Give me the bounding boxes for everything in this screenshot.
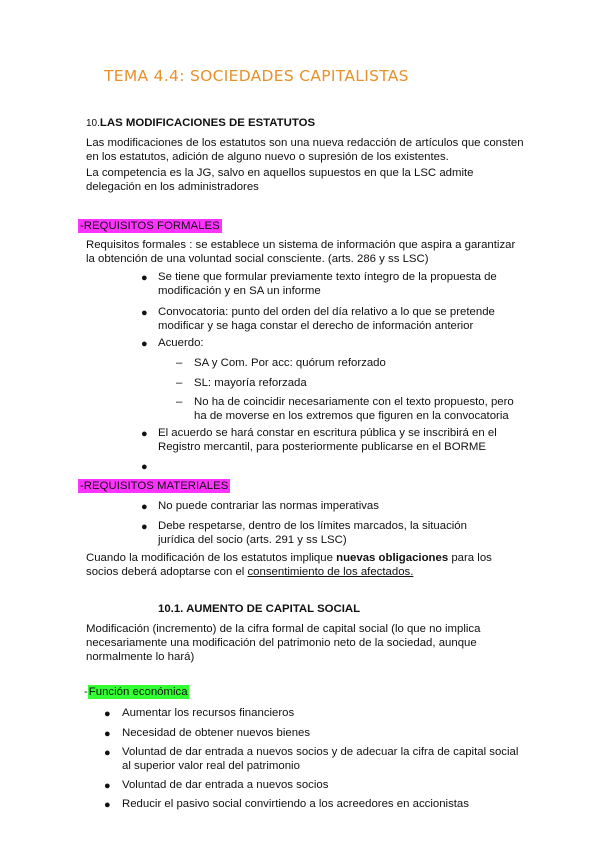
- list-item: Necesidad de obtener nuevos bienes: [122, 727, 311, 739]
- highlight-green: Función económica: [88, 686, 188, 698]
- list-item: No puede contrariar las normas imperativas: [158, 500, 379, 512]
- bullet-icon: ●: [141, 272, 148, 284]
- bullet-icon: ●: [141, 461, 148, 473]
- sub-list-item: SL: mayoría reforzada: [194, 377, 307, 389]
- underlined-text: consentimiento de los afectados.: [247, 566, 414, 578]
- text: Cuando la modificación de los estatutos implique: [86, 552, 337, 564]
- section-10-heading: [86, 116, 315, 131]
- bullet-icon: ●: [141, 521, 148, 533]
- section-title: LAS MODIFICACIONES DE ESTATUTOS: [99, 117, 316, 129]
- dash-icon: –: [176, 357, 183, 369]
- section-10-1-heading: 10.1. AUMENTO DE CAPITAL SOCIAL: [158, 603, 361, 615]
- list-item: Convocatoria: punto del orden del día relativo a lo que se pretende modificar y se haga constar el derecho de información anterior: [158, 306, 495, 332]
- list-item: Reducir el pasivo social convirtiendo a los acreedores en accionistas: [122, 798, 469, 810]
- text: para los socios deberá adoptarse con el: [86, 552, 492, 578]
- bullet-icon: ●: [141, 338, 148, 350]
- bullet-icon: ●: [104, 799, 111, 811]
- bold-text: nuevas obligaciones: [336, 552, 449, 564]
- bullet-icon: ●: [141, 307, 148, 319]
- list-item: Voluntad de dar entrada a nuevos socios y de adecuar la cifra de capital social al superior valor real del patrimonio: [122, 746, 519, 772]
- bullet-icon: ●: [141, 428, 148, 440]
- sub-list-item: SA y Com. Por acc: quórum reforzado: [194, 357, 386, 369]
- bullet-icon: ●: [104, 708, 111, 720]
- label-requisitos-formales: [78, 219, 222, 233]
- bullet-icon: ●: [104, 728, 111, 740]
- list-item: Debe respetarse, dentro de los límites marcados, la situación jurídica del socio (arts. 291 y ss LSC): [158, 520, 467, 546]
- paragraph-requisitos-formales: Requisitos formales : se establece un sistema de información que aspira a garantizar la obtención de una voluntad social consciente. (arts. 286 y ss LSC): [86, 239, 516, 265]
- paragraph-modificaciones: Las modificaciones de los estatutos son una nueva redacción de artículos que consten en los estatutos, adición de alguno nuevo o supresión de los existentes.: [86, 137, 524, 163]
- dash-text: -: [84, 686, 88, 698]
- label-funcion-economica: [84, 685, 189, 699]
- list-item: Voluntad de dar entrada a nuevos socios: [122, 779, 329, 791]
- paragraph-aumento: Modificación (incremento) de la cifra formal de capital social (lo que no implica necesariamente una modificación del patrimonio neto de la sociedad, aunque normalmente lo hará): [86, 623, 481, 663]
- list-item: Aumentar los recursos financieros: [122, 707, 295, 719]
- sub-list-item: No ha de coincidir necesariamente con el texto propuesto, pero ha de moverse en los extremos que figuren en la convocatoria: [194, 396, 514, 422]
- bullet-icon: ●: [141, 501, 148, 513]
- list-item: Se tiene que formular previamente texto íntegro de la propuesta de modificación y en SA un informe: [158, 271, 497, 297]
- list-item: El acuerdo se hará constar en escritura pública y se inscribirá en el Registro mercantil, para posteriormente publicarse en el BORME: [158, 427, 497, 453]
- dash-icon: –: [176, 377, 183, 389]
- dash-icon: –: [176, 396, 183, 408]
- label-requisitos-materiales: [78, 479, 230, 493]
- bullet-icon: ●: [104, 780, 111, 792]
- highlight-magenta: -REQUISITOS MATERIALES: [80, 480, 229, 492]
- paragraph-nuevas-obligaciones: [86, 551, 496, 579]
- paragraph-competencia: La competencia es la JG, salvo en aquellos supuestos en que la LSC admite delegación en los administradores: [86, 167, 474, 193]
- page-title: TEMA 4.4: SOCIEDADES CAPITALISTAS: [104, 67, 409, 85]
- section-number: 10.: [86, 118, 100, 129]
- bullet-icon: ●: [104, 747, 111, 759]
- list-item: Acuerdo:: [158, 337, 204, 349]
- highlight-magenta: -REQUISITOS FORMALES: [80, 220, 220, 232]
